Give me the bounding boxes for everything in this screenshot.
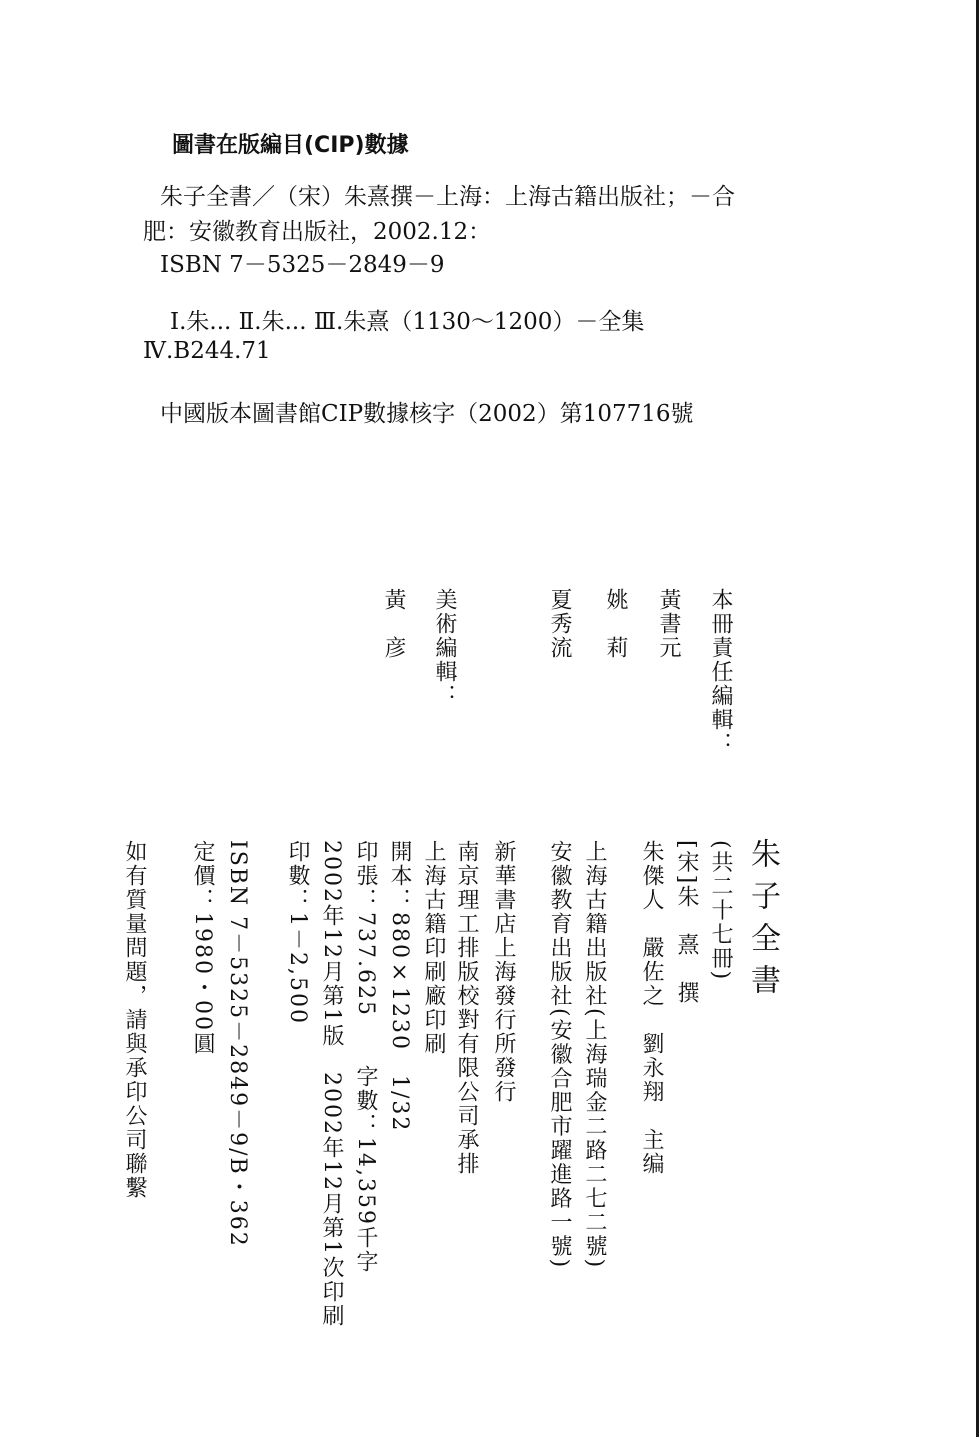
- printer: 上海古籍印刷廠印刷: [421, 840, 446, 1056]
- cip-isbn: ISBN 7－5325－2849－9: [160, 252, 445, 278]
- print-run: 印數：1－2,500: [285, 840, 310, 1025]
- volume-count: (共二十七冊): [708, 840, 733, 982]
- sheets-wordcount: 印張：737.625 字數：14,359千字: [353, 840, 378, 1274]
- cip-classification: Ⅳ.B244.71: [143, 338, 271, 364]
- edition-line: 2002年12月第1版 2002年12月第1次印刷: [319, 840, 344, 1328]
- publisher-anhui: 安徽教育出版社(安徽合肥市躍進路一號): [547, 840, 572, 1270]
- cip-subjects: Ⅰ.朱... Ⅱ.朱... Ⅲ.朱熹（1130～1200）－全集: [170, 309, 645, 335]
- colophon-isbn: ISBN 7－5325－2849－9/B・362: [225, 840, 250, 1248]
- cip-record: 中國版本圖書館CIP數據核字（2002）第107716號: [160, 401, 694, 427]
- art-editor-name: 黃 彦: [381, 588, 406, 660]
- quality-notice: 如有質量問題，請與承印公司聯繫: [122, 840, 147, 1200]
- cip-line-2: 肥：安徽教育出版社，2002.12：: [143, 219, 492, 245]
- chief-editors: 朱傑人 嚴佐之 劉永翔 主编: [639, 840, 664, 1176]
- distributor: 新華書店上海發行所發行: [491, 840, 516, 1104]
- publisher-shanghai: 上海古籍出版社(上海瑞金二路二七二號): [582, 840, 607, 1270]
- typesetter: 南京理工排版校對有限公司承排: [454, 840, 479, 1176]
- format-line: 開本：880×1230 1/32: [387, 840, 412, 1133]
- editor-name-3: 夏秀流: [547, 588, 572, 660]
- cip-heading: 圖書在版編目(CIP)數據: [172, 133, 409, 158]
- cip-line-1: 朱子全書／（宋）朱熹撰－上海：上海古籍出版社；－合: [160, 184, 735, 210]
- editor-name-2: 姚 莉: [603, 588, 628, 660]
- editor-name-1: 黃書元: [656, 588, 681, 660]
- editors-label: 本冊責任編輯：: [708, 588, 733, 756]
- art-editor-label: 美術編輯：: [432, 588, 457, 708]
- price: 定價：1980・00圓: [190, 840, 215, 1056]
- book-title: 朱子全書: [745, 838, 780, 1006]
- author-line: [宋]朱 熹 撰: [674, 840, 699, 1006]
